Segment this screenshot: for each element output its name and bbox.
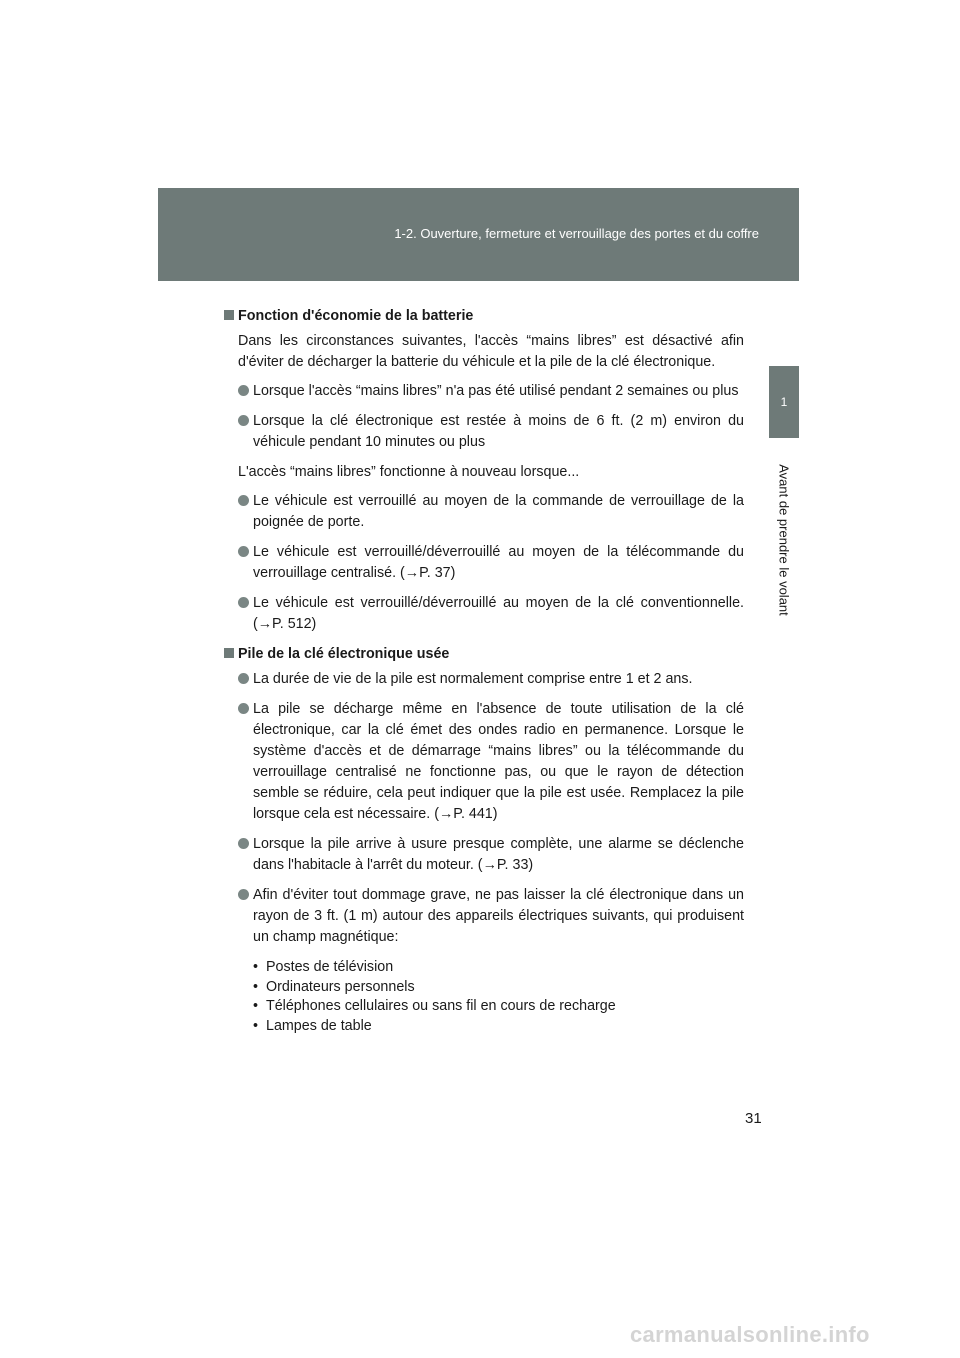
list-item xyxy=(224,381,744,402)
list-item xyxy=(224,542,744,584)
list-item-text: Lorsque la pile arrive à usure presque complète, une alarme se déclenche dans l'habitacle à l'arrêt du moteur. (→P. 33) xyxy=(253,836,744,873)
round-bullet-icon xyxy=(238,415,249,426)
sub-item-text: Téléphones cellulaires ou sans fil en cours de recharge xyxy=(266,998,616,1014)
list-item-text: La pile se décharge même en l'absence de toute utilisation de la clé électronique, car la clé émet des ondes radio en permanence. Lorsque le système d'accès et de démarrage “mains libres” ou la télécommande du verrouillage centralisé ne fonctionne pas, ou que le rayon de détection semble se réduire, cela peut indiquer que la pile est usée. Remplacez la pile lorsque cela est nécessaire. (→P. 441) xyxy=(253,701,744,822)
round-bullet-icon xyxy=(238,838,249,849)
sub-list xyxy=(224,958,744,1036)
small-dot-icon: • xyxy=(253,998,259,1014)
list-item-text: Lorsque la clé électronique est restée à moins de 6 ft. (2 m) environ du véhicule pendant 10 minutes ou plus xyxy=(253,413,744,450)
square-bullet-icon xyxy=(224,310,234,320)
chapter-number: 1 xyxy=(780,395,788,409)
round-bullet-icon xyxy=(238,703,249,714)
list-item-text: Le véhicule est verrouillé/déverrouillé au moyen de la clé conventionnelle. (→P. 512) xyxy=(253,595,744,632)
list-item xyxy=(224,834,744,876)
list-item-text: Le véhicule est verrouillé au moyen de la commande de verrouillage de la poignée de porte. xyxy=(253,493,744,530)
small-dot-icon: • xyxy=(253,978,259,995)
list-item-text: La durée de vie de la pile est normalement comprise entre 1 et 2 ans. xyxy=(253,671,693,687)
list-item xyxy=(224,669,744,690)
list-item-text: Le véhicule est verrouillé/déverrouillé au moyen de la télécommande du verrouillage centralisé. (→P. 37) xyxy=(253,544,744,581)
watermark-logo: carmanualsonline.info xyxy=(630,1322,870,1347)
page-content xyxy=(224,306,744,1036)
round-bullet-icon xyxy=(238,495,249,506)
sub-item-text: Lampes de table xyxy=(266,1017,372,1034)
paragraph: Dans les circonstances suivantes, l'accès “mains libres” est désactivé afin d'éviter de décharger la batterie du véhicule et la pile de la clé électronique. xyxy=(238,333,744,370)
list-item-text: Lorsque l'accès “mains libres” n'a pas été utilisé pendant 2 semaines ou plus xyxy=(253,383,739,399)
page-number: 31 xyxy=(745,1110,762,1127)
list-item xyxy=(224,411,744,453)
list-item-text: Afin d'éviter tout dommage grave, ne pas laisser la clé électronique dans un rayon de 3 ft. (1 m) autour des appareils électriques suivants, qui produisent un champ magnétique: xyxy=(253,887,744,945)
square-bullet-icon xyxy=(224,648,234,658)
section-heading xyxy=(224,306,744,327)
sub-list-item xyxy=(224,997,744,1017)
sub-list-item xyxy=(224,958,744,978)
round-bullet-icon xyxy=(238,889,249,900)
list-item xyxy=(224,885,744,948)
sub-list-item xyxy=(224,978,744,998)
section-title: 1-2. Ouverture, fermeture et verrouillage des portes et du coffre xyxy=(394,226,759,241)
heading-text: Fonction d'économie de la batterie xyxy=(238,308,474,324)
list-item xyxy=(224,699,744,825)
round-bullet-icon xyxy=(238,385,249,396)
list-item xyxy=(224,491,744,533)
header-band xyxy=(158,188,799,281)
sub-item-text: Postes de télévision xyxy=(266,959,394,975)
round-bullet-icon xyxy=(238,597,249,608)
round-bullet-icon xyxy=(238,546,249,557)
small-dot-icon: • xyxy=(253,1017,259,1034)
chapter-label: Avant de prendre le volant xyxy=(776,464,792,616)
round-bullet-icon xyxy=(238,673,249,684)
paragraph: L'accès “mains libres” fonctionne à nouveau lorsque... xyxy=(238,464,580,480)
small-dot-icon: • xyxy=(253,959,259,975)
sub-list-item xyxy=(224,1017,744,1037)
section-heading xyxy=(224,644,744,665)
heading-text: Pile de la clé électronique usée xyxy=(238,646,450,662)
list-item xyxy=(224,593,744,635)
chapter-tab xyxy=(769,366,799,438)
sub-item-text: Ordinateurs personnels xyxy=(266,978,415,995)
